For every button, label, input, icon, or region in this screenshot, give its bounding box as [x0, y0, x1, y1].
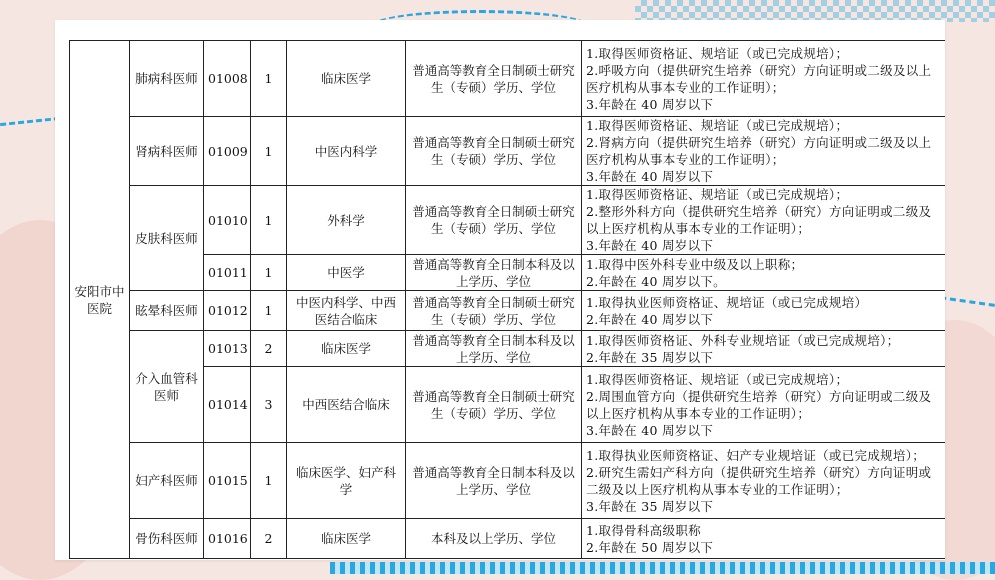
major-cell: 临床医学: [287, 519, 406, 559]
req-line: 2.年龄在 35 周岁以下: [586, 349, 714, 365]
num-cell: 1: [251, 41, 287, 117]
req-line: 2.呼吸方向（提供研究生培养（研究）方向证明或二级及以上医疗机构从事本专业的工作证明）；: [586, 62, 932, 95]
dept-cell: 眩晕科医师: [130, 291, 204, 331]
decor-checker-top: [635, 0, 995, 22]
decor-dash-right: [940, 296, 995, 307]
code-cell: 01013: [204, 331, 251, 367]
req-line: 1.取得执业医师资格证、规培证（或已完成规培）: [586, 294, 868, 310]
major-cell: 临床医学: [287, 41, 406, 117]
num-cell: 1: [251, 117, 287, 186]
dept-cell: 介入血管科医师: [130, 331, 204, 443]
req-line: 1.取得中医外科专业中级及以上职称；: [586, 256, 804, 272]
table-row: [70, 443, 946, 519]
req-line: 1.取得执业医师资格证、妇产专业规培证（或已完成规培）；: [586, 447, 926, 463]
document-page: [55, 20, 945, 560]
req-line: 3.年龄在 40 周岁以下: [586, 238, 714, 253]
num-cell: 2: [251, 331, 287, 367]
major-cell: 外科学: [287, 186, 406, 255]
table-row: [70, 41, 946, 117]
dept-cell: 肾病科医师: [130, 117, 204, 186]
req-line: 3.年龄在 40 周岁以下: [586, 96, 714, 112]
edu-cell: 普通高等教育全日制硕士研究生（专硕）学历、学位: [406, 186, 582, 255]
major-cell: 中医内科学: [287, 117, 406, 186]
req-cell: [582, 367, 946, 443]
req-line: 2.周围血管方向（提供研究生培养（研究）方向证明或二级及以上医疗机构从事本专业的工作证明）；: [586, 388, 932, 421]
req-line: 1.取得骨科高级职称: [586, 522, 701, 538]
code-cell: 01009: [204, 117, 251, 186]
req-cell: [582, 117, 946, 186]
edu-cell: 普通高等教育全日制本科及以上学历、学位: [406, 255, 582, 291]
table-row: [70, 519, 946, 559]
num-cell: 1: [251, 443, 287, 519]
major-cell: 中医内科学、中西医结合临床: [287, 291, 406, 331]
code-cell: 01011: [204, 255, 251, 291]
table-row: [70, 117, 946, 186]
recruitment-table: [69, 40, 945, 559]
req-line: 3.年龄在 40 周岁以下: [586, 422, 714, 438]
req-line: 1.取得医师资格证、外科专业规培证（或已完成规培）；: [586, 332, 900, 348]
table-row: [70, 331, 946, 367]
num-cell: 1: [251, 186, 287, 255]
edu-cell: 普通高等教育全日制硕士研究生（专硕）学历、学位: [406, 117, 582, 186]
unit-cell: 安阳市中医院: [70, 41, 130, 559]
edu-cell: 普通高等教育全日制硕士研究生（专硕）学历、学位: [406, 367, 582, 443]
major-cell: 中西医结合临床: [287, 367, 406, 443]
table-row: [70, 186, 946, 255]
major-cell: 临床医学: [287, 331, 406, 367]
req-line: 1.取得医师资格证、规培证（或已完成规培）；: [586, 118, 849, 133]
decor-checker-bottom: [330, 562, 995, 574]
req-line: 2.年龄在 40 周岁以下: [586, 311, 714, 327]
num-cell: 2: [251, 519, 287, 559]
num-cell: 1: [251, 291, 287, 331]
code-cell: 01012: [204, 291, 251, 331]
num-cell: 3: [251, 367, 287, 443]
req-line: 2.年龄在 40 周岁以下。: [586, 273, 726, 289]
major-cell: 中医学: [287, 255, 406, 291]
req-cell: [582, 291, 946, 331]
req-cell: [582, 519, 946, 559]
code-cell: 01015: [204, 443, 251, 519]
req-line: 3.年龄在 35 周岁以下: [586, 498, 714, 514]
edu-cell: 普通高等教育全日制硕士研究生（专硕）学历、学位: [406, 291, 582, 331]
req-cell: [582, 331, 946, 367]
edu-cell: 本科及以上学历、学位: [406, 519, 582, 559]
req-line: 1.取得医师资格证、规培证（或已完成规培）；: [586, 45, 849, 61]
dept-cell: 肺病科医师: [130, 41, 204, 117]
req-cell: [582, 41, 946, 117]
dept-cell: 骨伤科医师: [130, 519, 204, 559]
edu-cell: 普通高等教育全日制本科及以上学历、学位: [406, 331, 582, 367]
major-cell: 临床医学、妇产科学: [287, 443, 406, 519]
req-line: 3.年龄在 40 周岁以下: [586, 169, 714, 184]
decor-dash-left: [0, 117, 60, 126]
num-cell: 1: [251, 255, 287, 291]
table-row: [70, 291, 946, 331]
edu-cell: 普通高等教育全日制本科及以上学历、学位: [406, 443, 582, 519]
code-cell: 01010: [204, 186, 251, 255]
req-line: 1.取得医师资格证、规培证（或已完成规培）；: [586, 371, 849, 387]
req-cell: [582, 255, 946, 291]
req-cell: [582, 443, 946, 519]
req-cell: [582, 186, 946, 255]
code-cell: 01016: [204, 519, 251, 559]
req-line: 2.肾病方向（提供研究生培养（研究）方向证明或二级及以上医疗机构从事本专业的工作证明）；: [586, 135, 932, 167]
code-cell: 01014: [204, 367, 251, 443]
code-cell: 01008: [204, 41, 251, 117]
edu-cell: 普通高等教育全日制硕士研究生（专硕）学历、学位: [406, 41, 582, 117]
dept-cell: 妇产科医师: [130, 443, 204, 519]
req-line: 2.年龄在 50 周岁以下: [586, 539, 714, 555]
req-line: 1.取得医师资格证、规培证（或已完成规培）；: [586, 187, 849, 202]
req-line: 2.整形外科方向（提供研究生培养（研究）方向证明或二级及以上医疗机构从事本专业的工作证明）；: [586, 204, 932, 236]
req-line: 2.研究生需妇产科方向（提供研究生培养（研究）方向证明或二级及以上医疗机构从事本专业的工作证明）；: [586, 464, 932, 497]
dept-cell: 皮肤科医师: [130, 186, 204, 291]
